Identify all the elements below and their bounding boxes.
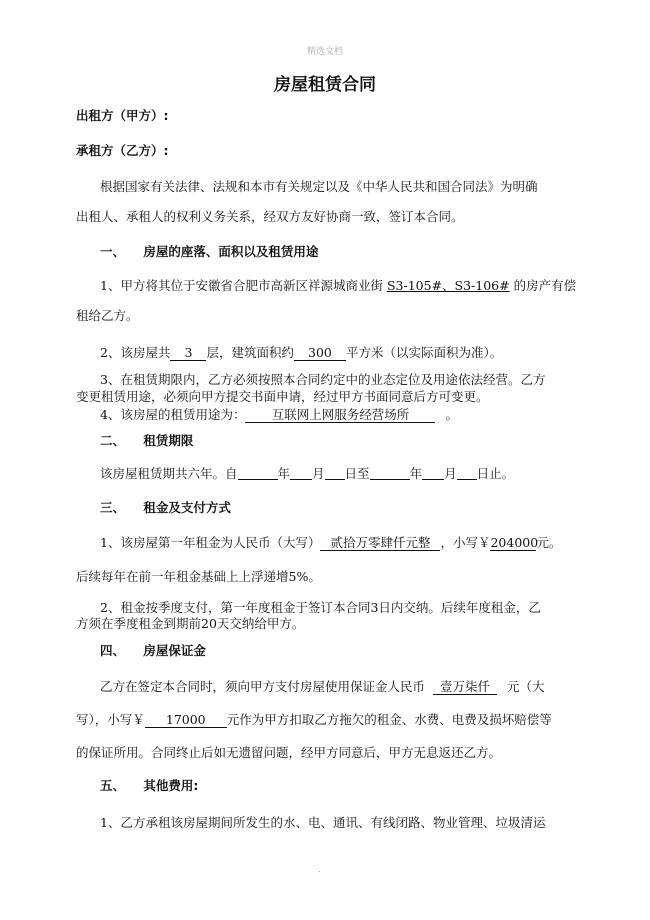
floors-value: 3 — [170, 346, 206, 361]
end-day-label: 日止。 — [476, 466, 515, 481]
deposit-amount-capital: 壹万柒仟 — [433, 680, 497, 695]
area-value: 300 — [294, 346, 346, 361]
section-1-item-3-line-1: 3、在租赁期限内，乙方必须按照本合同约定中的业态定位及用途依法经营。乙方 — [100, 372, 546, 387]
start-month-blank — [290, 466, 312, 480]
section-1-item-1-line-2: 租给乙方。 — [76, 308, 139, 323]
item-4-text-b: 。 — [445, 407, 458, 422]
rent-line-1 — [100, 534, 605, 552]
item-1-suffix: 的房产有偿 — [513, 278, 577, 293]
item-1-prefix: 1、甲方将其位于安徽省合肥市高新区祥源城商业街 — [100, 278, 383, 293]
lessee-label: 承租方（乙方）: — [76, 143, 169, 158]
section-3-heading — [100, 499, 605, 517]
item-1-units: S3-105#、S3-106# — [386, 278, 510, 293]
deposit-text-d: 元作为甲方扣取乙方拖欠的租金、水费、电费及损坏赔偿等 — [226, 712, 552, 727]
rent-text-b: ，小写￥ — [440, 535, 491, 550]
end-year-label: 年 — [409, 466, 423, 481]
section-1-heading — [100, 243, 605, 261]
end-day-blank — [457, 466, 477, 480]
start-year-blank — [238, 466, 278, 480]
deposit-text-c: 写），小写￥ — [76, 712, 145, 727]
preamble-line-2: 出租人、承租人的权利义务关系，经双方友好协商一致，签订本合同。 — [76, 209, 464, 224]
item-2-text-b: 层，建筑面积约 — [206, 345, 294, 360]
end-month-label: 月 — [444, 466, 457, 481]
deposit-amount-number: 17000 — [145, 713, 227, 728]
deposit-text-b: 元（大 — [507, 679, 545, 694]
rent-text-c: 元。 — [536, 535, 562, 550]
rent-amount-capital: 贰拾万零肆仟元整 — [320, 536, 440, 551]
end-month-blank — [422, 466, 444, 480]
start-day-blank — [325, 466, 345, 480]
section-5-title: 其他费用: — [143, 778, 199, 793]
rent-amount-number: 204000 — [490, 535, 539, 550]
section-4-heading — [100, 642, 605, 660]
other-fees-line-1: 1、乙方承租该房屋期间所发生的水、电、通讯、有线闭路、物业管理、垃圾清运 — [100, 815, 546, 830]
header-watermark: 精选文档 — [306, 47, 343, 57]
payment-line-1: 2、租金按季度支付，第一年度租金于签订本合同3日内交纳。后续年度租金，乙 — [100, 600, 541, 615]
start-day-label: 日至 — [344, 466, 370, 481]
section-1-item-1 — [100, 277, 605, 295]
section-2-number: 二、 — [100, 433, 126, 448]
item-2-text-a: 2、该房屋共 — [100, 345, 171, 360]
item-2-text-c: 平方米（以实际面积为准）。 — [345, 345, 503, 360]
rent-line-2: 后续每年在前一年租金基础上上浮递增5%。 — [76, 569, 321, 584]
section-2-title: 租赁期限 — [143, 433, 194, 448]
lessor-label: 出租方（甲方）: — [76, 108, 169, 123]
payment-line-2: 方须在季度租金到期前20天交纳给甲方。 — [76, 616, 305, 631]
section-5-heading — [100, 777, 605, 795]
rent-text-a: 1、该房屋第一年租金为人民币（大写） — [100, 535, 321, 550]
deposit-text-a: 乙方在签定本合同时，须向甲方支付房屋使用保证金人民币 — [100, 679, 426, 694]
section-5-number: 五、 — [100, 778, 126, 793]
item-4-text-a: 4、该房屋的租赁用途为： — [100, 407, 246, 422]
end-year-blank — [370, 466, 410, 480]
start-year-label: 年 — [277, 466, 291, 481]
section-2-heading — [100, 432, 605, 450]
section-1-item-4 — [100, 406, 605, 424]
deposit-line-3: 的保证所用。合同终止后如无遗留问题，经甲方同意后，甲方无息返还乙方。 — [76, 745, 502, 760]
page-title: 房屋租赁合同 — [274, 75, 376, 95]
footer-mark: . — [318, 865, 321, 874]
section-1-title: 房屋的座落、面积以及租赁用途 — [143, 244, 319, 259]
deposit-line-2 — [76, 711, 581, 729]
section-3-number: 三、 — [100, 500, 126, 515]
section-3-title: 租金及支付方式 — [143, 500, 231, 515]
section-1-item-3-line-2: 变更租赁用途，必须向甲方提交书面申请，经过甲方书面同意后方可变更。 — [76, 389, 489, 404]
deposit-line-1 — [100, 678, 605, 696]
section-4-number: 四、 — [100, 643, 126, 658]
lease-term-line — [100, 465, 605, 483]
start-month-label: 月 — [312, 466, 325, 481]
preamble-line-1: 根据国家有关法律、法规和本市有关规定以及《中华人民共和国合同法》为明确 — [100, 179, 538, 194]
rental-use-value: 互联网上网服务经营场所 — [245, 408, 435, 423]
section-1-item-2 — [100, 344, 605, 362]
section-4-title: 房屋保证金 — [143, 643, 206, 658]
term-text: 该房屋租赁期共六年。自 — [100, 466, 238, 481]
section-1-number: 一、 — [100, 244, 126, 259]
